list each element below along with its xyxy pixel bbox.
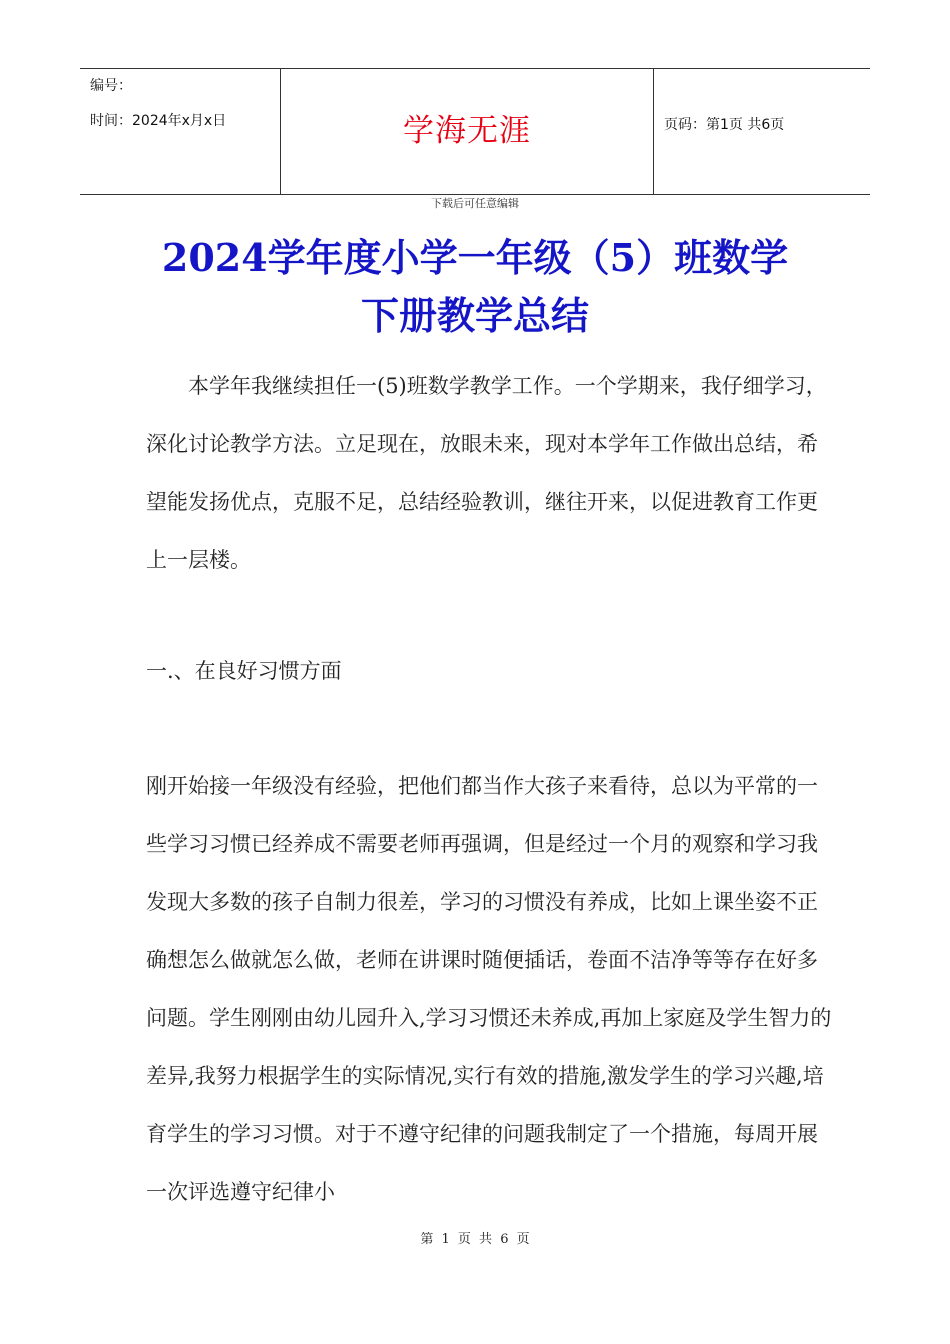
brand-title: 学海无涯	[403, 113, 531, 149]
section-body-paragraph: 刚开始接一年级没有经验，把他们都当作大孩子来看待，总以为平常的一些学习习惯已经养成不需要老师再强调，但是经过一个月的观察和学习我发现大多数的孩子自制力很差，学习的习惯没有养成，比如上课坐姿不正确想怎么做就怎么做，老师在讲课时随便插话，卷面不洁净等等存在好多问题。学生刚刚由幼儿园升入,学习习惯还未养成,再加上家庭及学生智力的差异,我努力根据学生的实际情况,实行有效的措施,激发学生的学习兴趣,培育学生的学习习惯。对于不遵守纪律的问题我制定了一个措施，每周开展一次评选遵守纪律小	[146, 774, 832, 1204]
edit-note: 下载后可任意编辑	[431, 197, 519, 210]
intro-paragraph: 本学年我继续担任一(5)班数学教学工作。一个学期来，我仔细学习，深化讨论教学方法。立足现在，放眼未来，现对本学年工作做出总结，希望能发扬优点，克服不足，总结经验教训，继往开来，以促进教育工作更上一层楼。	[146, 374, 827, 572]
page-footer: 第 1 页 共 6 页	[420, 1232, 530, 1247]
time-label: 时间：2024年x月x日	[90, 113, 227, 129]
title-line-1: 2024学年度小学一年级（5）班数学	[161, 235, 789, 280]
number-label: 编号：	[90, 78, 132, 94]
header-left-cell	[80, 69, 281, 194]
header-middle-cell	[281, 69, 654, 194]
header-right-cell	[654, 69, 870, 194]
title-line-2: 下册教学总结	[360, 293, 589, 338]
page-label: 页码：第1页 共6页	[664, 117, 785, 133]
document-title	[60, 229, 890, 345]
document-header	[80, 68, 870, 195]
section-heading: 一.、在良好习惯方面	[146, 659, 342, 683]
